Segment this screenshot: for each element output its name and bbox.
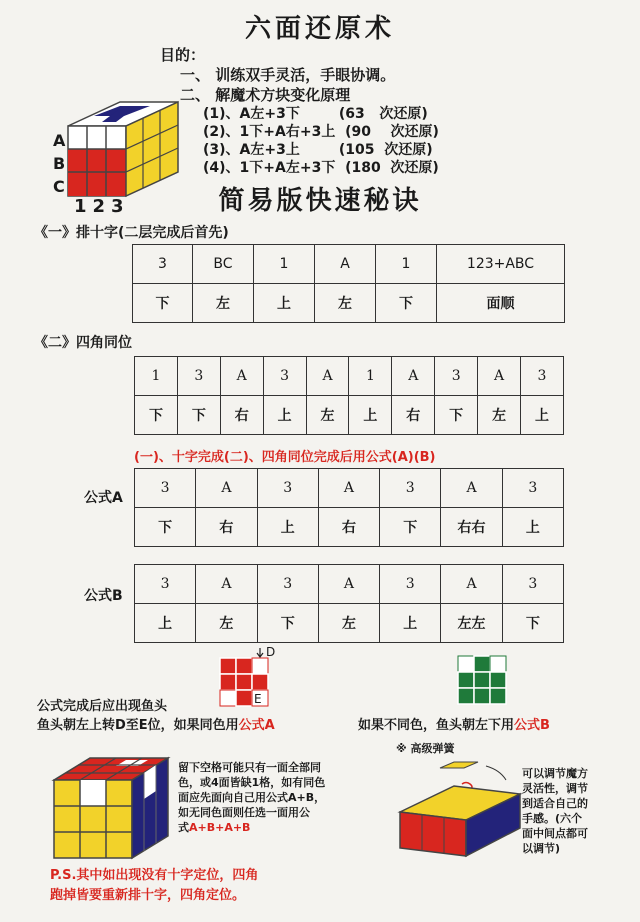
table-cell: 右 [318,508,379,547]
table-cell: 123+ABC [437,245,565,284]
label-d: D [266,645,276,659]
table-cell: A [315,245,376,284]
adjust-note-line: 面中间点都可 [522,827,588,840]
red-note: (一)、十字完成(二)、四角同位完成后用公式(A)(B) [134,450,436,465]
left-note-line2 [37,716,275,736]
middle-note-formula: A+B+A+B [189,821,251,834]
fish-head-diagram [218,646,288,710]
table-cell: 3 [133,245,193,284]
table-cell: A [441,469,502,508]
table-cell: 3 [502,565,563,604]
middle-note-line: 色，或4面皆缺1格，如有同色 [178,776,326,789]
table-cell: 上 [263,396,306,435]
table-cell: A [306,357,349,396]
adjust-note-line: 以调节) [522,842,561,855]
left-note-text: 鱼头朝左上转D至E位，如果同色用 [37,718,239,733]
table-cell: 3 [257,469,318,508]
table-cell: 上 [521,396,564,435]
section2-heading: 《二》四角同位 [34,335,132,351]
table-cell: 3 [135,565,196,604]
row-label-b: B [53,154,66,173]
middle-note-line: 如无同色面则任选一面用公 [178,806,310,819]
table-cell: 左 [306,396,349,435]
section2-table [134,356,564,435]
table-cell: 3 [135,469,196,508]
method-3: (3)、A左+3上 (105 次还原) [203,142,433,158]
middle-note [178,760,388,835]
table-cell: 3 [380,565,441,604]
adjust-note-line: 可以调节魔方 [522,767,588,780]
table-cell: 3 [177,357,220,396]
adjust-note-line: 到适合自己的 [522,797,588,810]
table-cell: 下 [257,604,318,643]
method-4: (4)、1下+A左+3下 (180 次还原) [203,160,439,176]
table-cell: 左 [196,604,257,643]
table-cell: A [318,469,379,508]
table-cell: 1 [254,245,315,284]
cube-illustration-2 [50,752,175,862]
row-label-a: A [53,131,66,150]
table-cell: 右右 [441,508,502,547]
table-cell: 面顺 [437,284,565,323]
ps-note [50,866,258,906]
formula-a-label: 公式A [84,490,123,506]
purpose-item-2: 二、 解魔术方块变化原理 [180,86,351,104]
table-cell: 3 [263,357,306,396]
middle-note-last-line [178,820,388,835]
formula-b-label: 公式B [84,588,123,604]
spring-label: ※ 高级弹簧 [396,742,455,755]
table-cell: A [478,357,521,396]
table-cell: 右 [220,396,263,435]
label-e: E [254,692,262,706]
table-cell: 左左 [441,604,502,643]
table-cell: 下 [133,284,193,323]
spring-cube-illustration [396,756,526,864]
table-cell: 左 [318,604,379,643]
formula-a-table [134,468,564,547]
left-note-formula: 公式A [238,718,275,733]
adjust-note-line: 灵活性，调节 [522,782,588,795]
adjust-note-line: 手感。(六个 [522,812,583,825]
table-cell: 左 [315,284,376,323]
table-cell: BC [193,245,254,284]
page-title: 六面还原术 [244,14,395,44]
purpose-heading: 目的： [160,46,206,64]
table-cell: 3 [521,357,564,396]
table-cell: A [441,565,502,604]
table-cell: 3 [435,357,478,396]
row-label-c: C [53,177,65,196]
table-cell: 3 [257,565,318,604]
table-cell: 下 [177,396,220,435]
ps-note-line: P.S.其中如出现没有十字定位，四角 [50,868,259,883]
table-cell: 下 [380,508,441,547]
table-cell: A [392,357,435,396]
table-cell: 左 [478,396,521,435]
adjust-note [522,766,622,856]
table-cell: 1 [135,357,178,396]
table-cell: 3 [380,469,441,508]
table-cell: 上 [135,604,196,643]
formula-b-table [134,564,564,643]
column-labels: 123 [74,196,130,217]
table-cell: 上 [254,284,315,323]
method-2: (2)、1下+A右+3上 (90 次还原) [203,124,439,140]
table-cell: 左 [193,284,254,323]
table-cell: A [220,357,263,396]
table-cell: 上 [380,604,441,643]
table-cell: A [196,565,257,604]
purpose-item-1: 一、 训练双手灵活，手眼协调。 [180,66,396,84]
right-note [358,716,550,736]
middle-note-prefix: 式 [178,821,189,834]
subtitle: 简易版快速秘诀 [218,186,422,216]
ps-note-line: 跑掉皆要重新排十字，四角定位。 [50,888,246,903]
right-note-text: 如果不同色，鱼头朝左下用 [358,718,515,733]
table-cell: 上 [257,508,318,547]
table-cell: A [318,565,379,604]
table-cell: 右 [392,396,435,435]
table-cell: 右 [196,508,257,547]
table-cell: 下 [502,604,563,643]
cross-diagram [456,654,512,706]
table-cell: 下 [376,284,437,323]
middle-note-line: 留下空格可能只有一面全部同 [178,761,321,774]
method-1: (1)、A左+3下 (63 次还原) [203,106,428,122]
table-cell: A [196,469,257,508]
middle-note-line: 面应先面向自己用公式A+B， [178,791,326,804]
table-cell: 上 [349,396,392,435]
table-cell: 3 [502,469,563,508]
right-note-formula: 公式B [514,718,550,733]
left-note-line1: 公式完成后应出现鱼头 [37,699,168,714]
section1-table [132,244,565,323]
table-cell: 1 [376,245,437,284]
table-cell: 下 [435,396,478,435]
table-cell: 下 [135,396,178,435]
table-cell: 1 [349,357,392,396]
section1-heading: 《一》排十字(二层完成后首先) [34,225,229,241]
table-cell: 下 [135,508,196,547]
table-cell: 上 [502,508,563,547]
